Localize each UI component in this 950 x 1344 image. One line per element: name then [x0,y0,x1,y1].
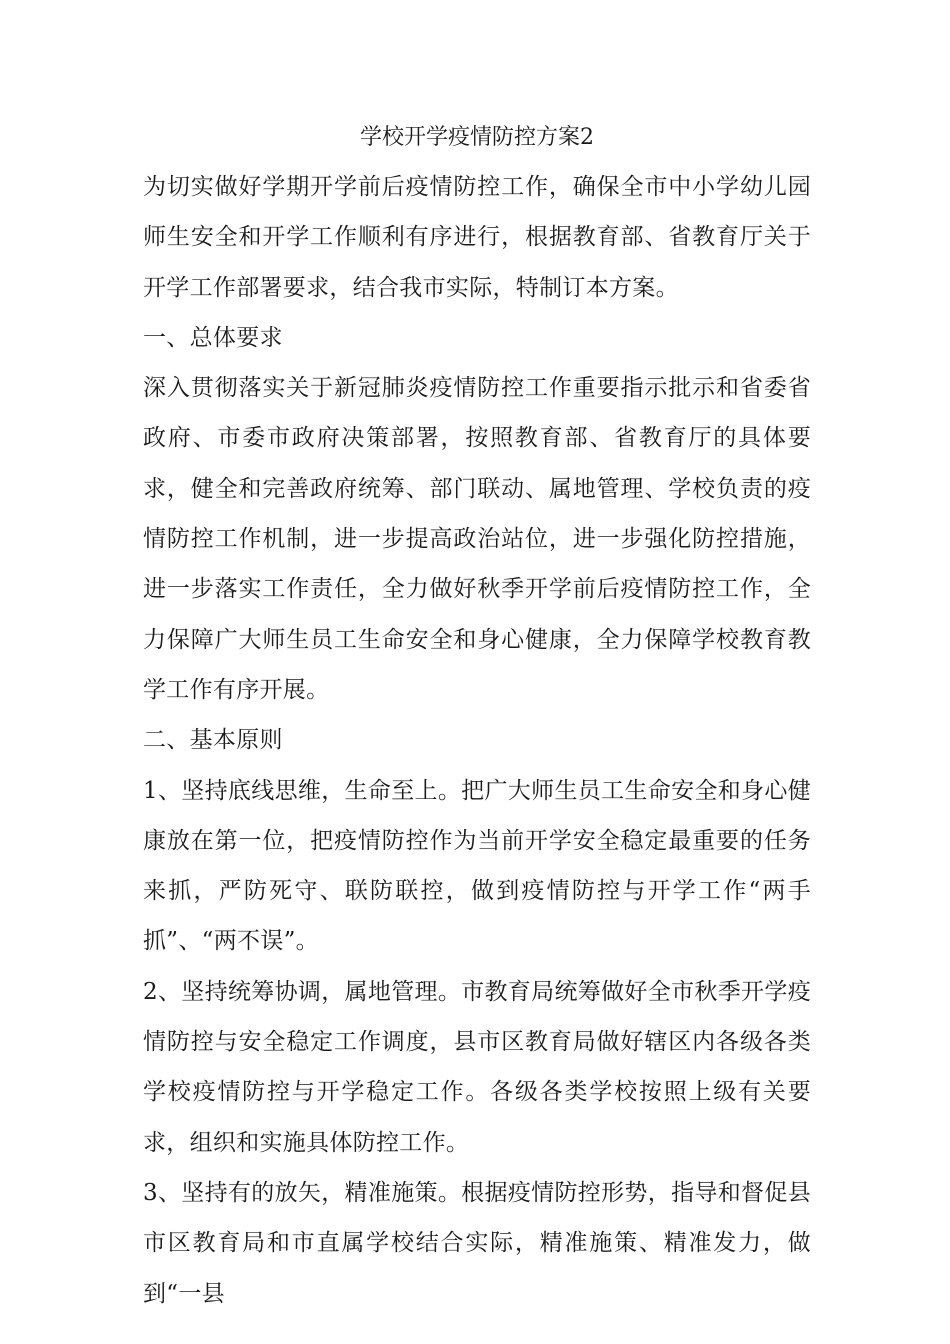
principle-1-paragraph: 1、坚持底线思维，生命至上。把广大师生员工生命安全和身心健康放在第一位，把疫情防控作为当前开学安全稳定最重要的任务来抓，严防死守、联防联控，做到疫情防控与开学工作“两手抓”、“两不误”。 [143,777,811,955]
general-requirements-paragraph: 深入贯彻落实关于新冠肺炎疫情防控工作重要指示批示和省委省政府、市委市政府决策部署，按照教育部、省教育厅的具体要求，健全和完善政府统筹、部门联动、属地管理、学校负责的疫情防控工作机制，进一步提高政治站位，进一步强化防控措施，进一步落实工作责任，全力做好秋季开学前后疫情防控工作，全力保障广大师生员工生命安全和身心健康，全力保障学校教育教学工作有序开展。 [143,375,811,703]
document-title: 学校开学疫情防控方案2 [360,125,594,150]
principle-3-paragraph: 3、坚持有的放矢，精准施策。根据疫情防控形势，指导和督促县市区教育局和市直属学校结合实际，精准施策、精准发力，做到“一县 [143,1179,811,1307]
section-heading-general-requirements: 一、总体要求 [143,324,283,351]
section-heading-basic-principles: 二、基本原则 [143,727,283,754]
principle-2-paragraph: 2、坚持统筹协调，属地管理。市教育局统筹做好全市秋季开学疫情防控与安全稳定工作调度，县市区教育局做好辖区内各级各类学校疫情防控与开学稳定工作。各级各类学校按照上级有关要求，组织和实施具体防控工作。 [143,978,811,1156]
intro-paragraph: 为切实做好学期开学前后疫情防控工作，确保全市中小学幼儿园师生安全和开学工作顺利有序进行，根据教育部、省教育厅关于开学工作部署要求，结合我市实际，特制订本方案。 [143,174,811,301]
document-page [143,118,811,1319]
